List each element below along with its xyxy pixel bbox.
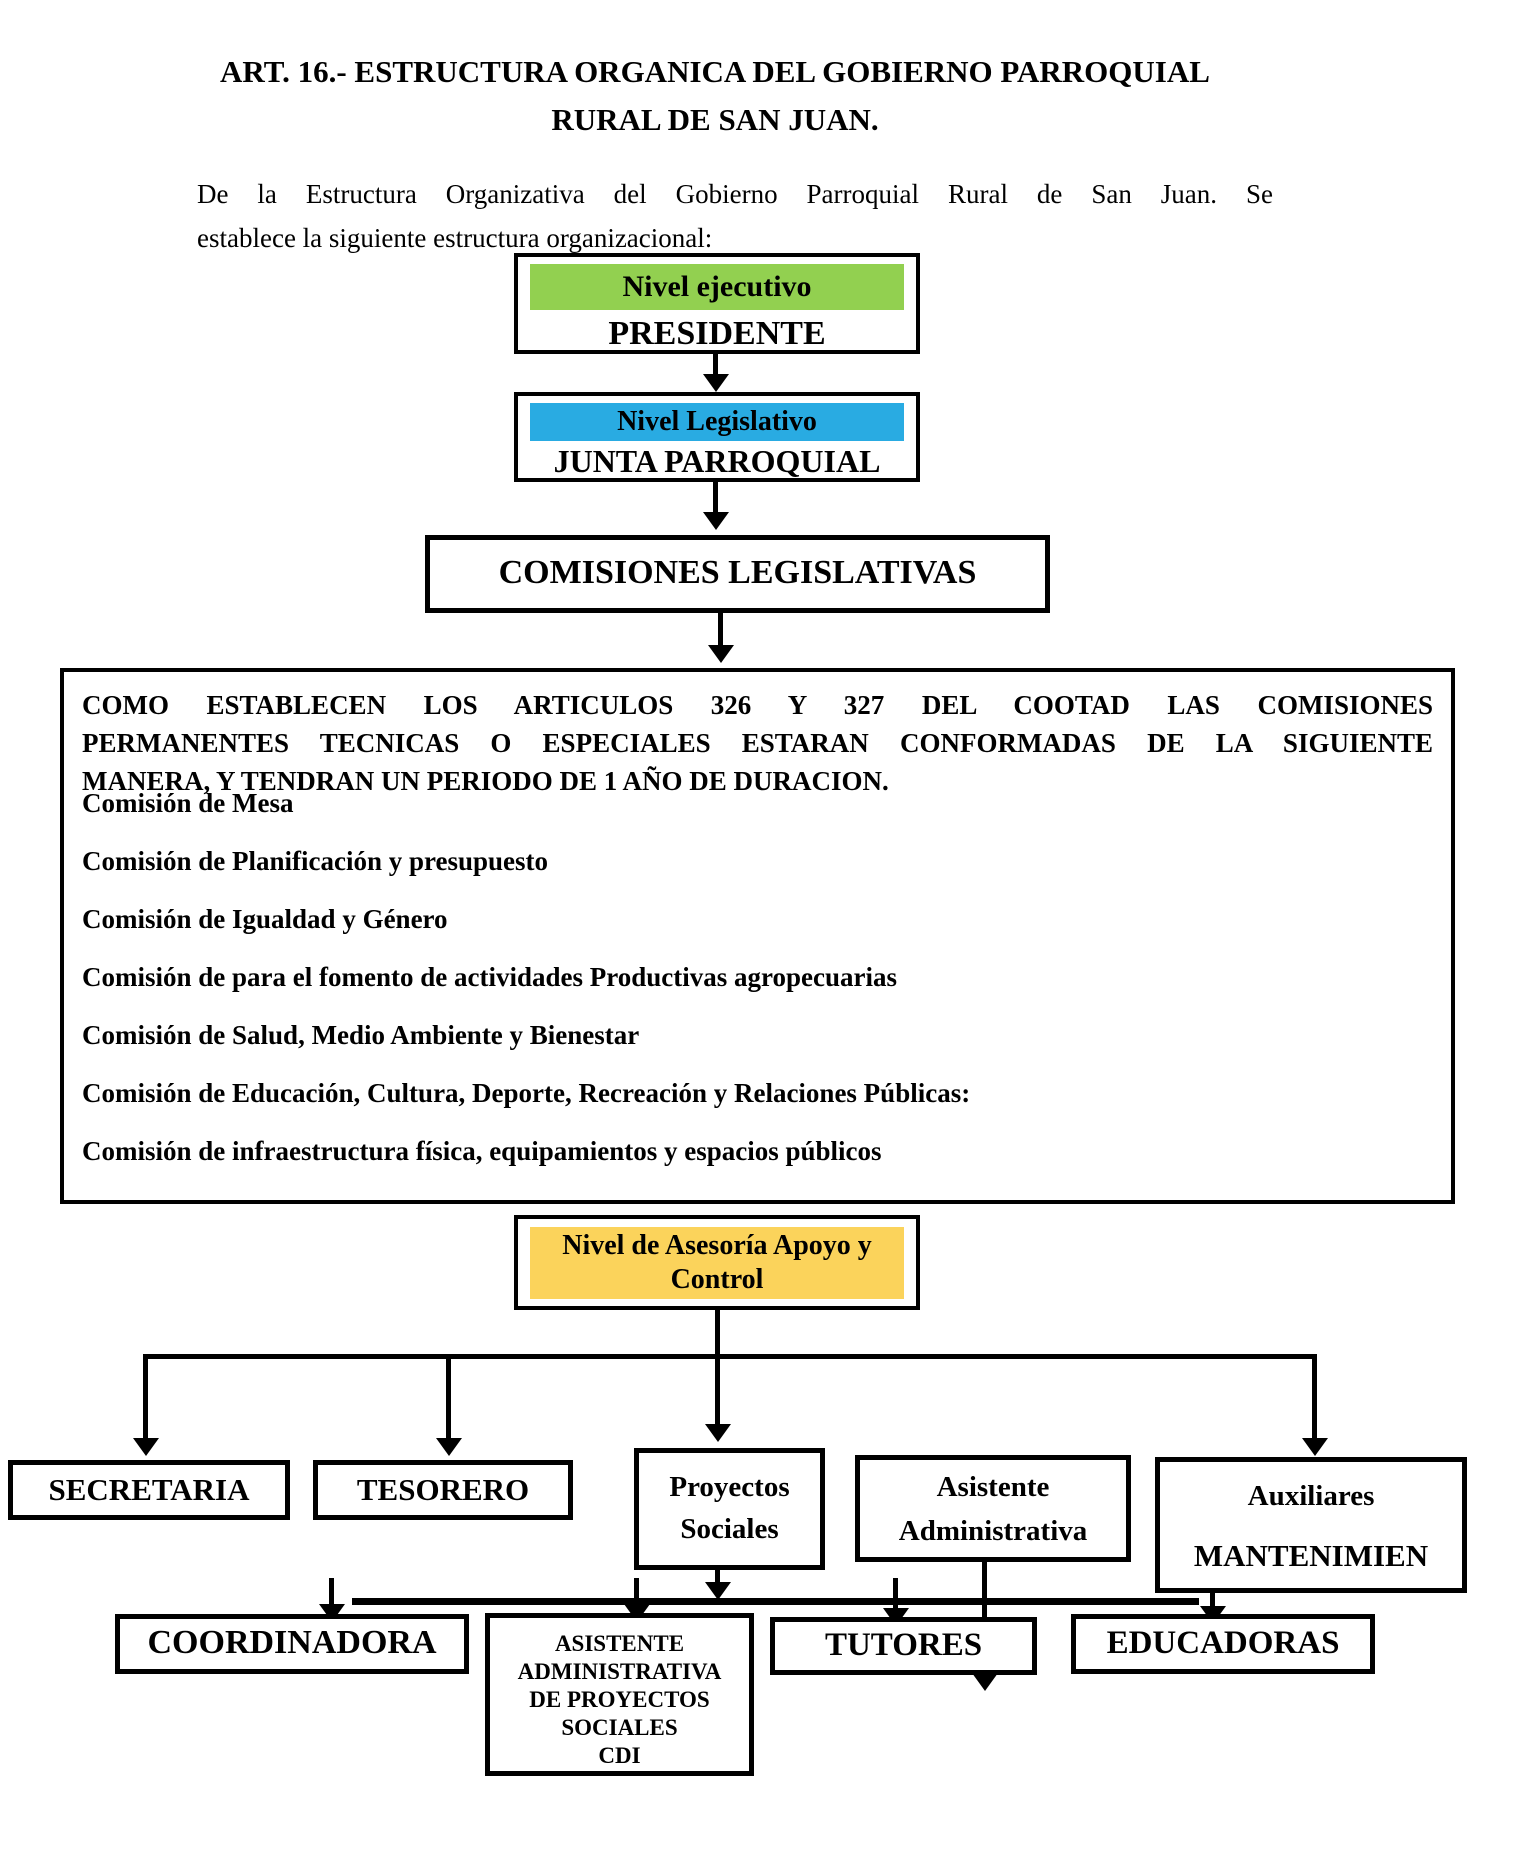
drop-proyectos-line: [715, 1354, 720, 1426]
advisory-level-label-line1: Nivel de Asesoría Apoyo y: [562, 1230, 872, 1261]
arrowhead-comisiones-detail-icon: [708, 645, 734, 663]
comisiones-legislativas-box: [425, 535, 1050, 613]
drop-tesorero-line: [446, 1354, 451, 1440]
connector-comisiones-detail-line: [718, 613, 723, 647]
commission-item: Comisión de Salud, Medio Ambiente y Bienestar: [82, 1020, 640, 1050]
proyectos-label-line1: Proyectos: [669, 1471, 790, 1503]
comisiones-legislativas-label: COMISIONES LEGISLATIVAS: [498, 554, 977, 591]
detail-paragraph-line1: COMO ESTABLECEN LOS ARTICULOS 326 Y 327 DEL COOTAD LAS COMISIONES: [82, 690, 1433, 720]
asistente-cdi-line2: ADMINISTRATIVA: [517, 1659, 722, 1684]
article-title-line2: RURAL DE SAN JUAN.: [551, 102, 879, 137]
legislative-level-label: Nivel Legislativo: [617, 406, 817, 437]
secretaria-label: SECRETARIA: [48, 1472, 250, 1507]
comisiones-detail-box: [60, 668, 1455, 1204]
executive-level-bar: [530, 264, 904, 310]
legislative-level-bar: [530, 403, 904, 441]
arrowhead-proyectos-icon: [705, 1424, 731, 1442]
commission-item: Comisión de Mesa: [82, 788, 294, 818]
commission-item: Comisión de para el fomento de actividades Productivas agropecuarias: [82, 962, 897, 992]
detail-paragraph-line2: PERMANENTES TECNICAS O ESPECIALES ESTARAN CONFORMADAS DE LA SIGUIENTE: [82, 728, 1433, 758]
auxiliares-label-line2: MANTENIMIEN: [1193, 1538, 1429, 1573]
asistente-cdi-line1: ASISTENTE: [554, 1631, 685, 1656]
tesorero-label: TESORERO: [356, 1472, 530, 1507]
arrowhead-tesorero-icon: [436, 1438, 462, 1456]
asistente-label-line2: Administrativa: [898, 1515, 1088, 1547]
connector-advisory-trunk-line: [715, 1310, 720, 1358]
arrowhead-legis-comisiones-icon: [703, 512, 729, 530]
asistente-cdi-line3: DE PROYECTOS: [529, 1687, 710, 1712]
rake-line-level2: [352, 1598, 1199, 1605]
asistente-label-line1: Asistente: [936, 1471, 1050, 1503]
article-title-line1: ART. 16.- ESTRUCTURA ORGANICA DEL GOBIERNO PARROQUIAL: [220, 54, 1210, 89]
intro-paragraph: [197, 172, 1273, 260]
executive-level-label: Nivel ejecutivo: [622, 270, 812, 303]
asistente-to-tutores-line: [982, 1562, 987, 1617]
executive-role-label: PRESIDENTE: [608, 315, 826, 352]
commission-item: Comisión de Planificación y presupuesto: [82, 846, 549, 876]
asistente-administrativa-box: [855, 1455, 1131, 1562]
educadoras-box: [1071, 1614, 1375, 1674]
executive-box: [514, 253, 920, 354]
coordinadora-label: COORDINADORA: [147, 1624, 437, 1661]
drop-auxiliares-line: [1312, 1354, 1317, 1440]
asistente-cdi-line4: SOCIALES: [561, 1715, 678, 1740]
tesorero-box: [313, 1460, 573, 1520]
legislative-role-label: JUNTA PARROQUIAL: [553, 443, 881, 479]
advisory-level-bar: [530, 1227, 904, 1299]
advisory-level-label-line2: Control: [670, 1264, 764, 1295]
advisory-level-box: [514, 1215, 920, 1310]
proyectos-label-line2: Sociales: [680, 1513, 779, 1545]
rake-line-level1: [145, 1354, 1317, 1359]
arrowhead-secretaria-icon: [133, 1438, 159, 1456]
drop-tutores-line: [893, 1578, 898, 1612]
secretaria-box: [8, 1460, 290, 1520]
auxiliares-mantenimiento-box: [1155, 1457, 1467, 1593]
intro-line1: De la Estructura Organizativa del Gobierno Parroquial Rural de San Juan. Se: [197, 179, 1273, 209]
commission-item: Comisión de Educación, Cultura, Deporte, Recreación y Relaciones Públicas:: [82, 1078, 971, 1108]
intro-line2: establece la siguiente estructura organizacional:: [197, 223, 713, 253]
comisiones-detail-paragraph: [82, 686, 1433, 800]
educadoras-label: EDUCADORAS: [1106, 1625, 1340, 1661]
coordinadora-box: [115, 1614, 469, 1674]
article-title: [160, 48, 1270, 144]
arrowhead-below-tutores-icon: [972, 1673, 998, 1691]
connector-legis-comisiones-line: [713, 482, 718, 514]
drop-secretaria-line: [143, 1354, 148, 1440]
commission-item: Comisión de Igualdad y Género: [82, 904, 448, 934]
connector-exec-legis-line: [713, 354, 718, 376]
tutores-label: TUTORES: [824, 1627, 983, 1663]
asistente-proyectos-cdi-box: [485, 1613, 754, 1776]
asistente-cdi-line5: CDI: [598, 1743, 641, 1768]
arrowhead-exec-legis-icon: [703, 374, 729, 392]
arrowhead-auxiliares-icon: [1302, 1438, 1328, 1456]
detail-paragraph-line3: MANERA, Y TENDRAN UN PERIODO DE 1 AÑO DE DURACION.: [82, 766, 889, 796]
commission-item: Comisión de infraestructura física, equipamientos y espacios públicos: [82, 1136, 882, 1166]
legislative-box: [514, 392, 920, 482]
auxiliares-label-line1: Auxiliares: [1247, 1480, 1375, 1512]
proyectos-sociales-box: [634, 1448, 825, 1570]
tutores-box: [770, 1617, 1037, 1675]
